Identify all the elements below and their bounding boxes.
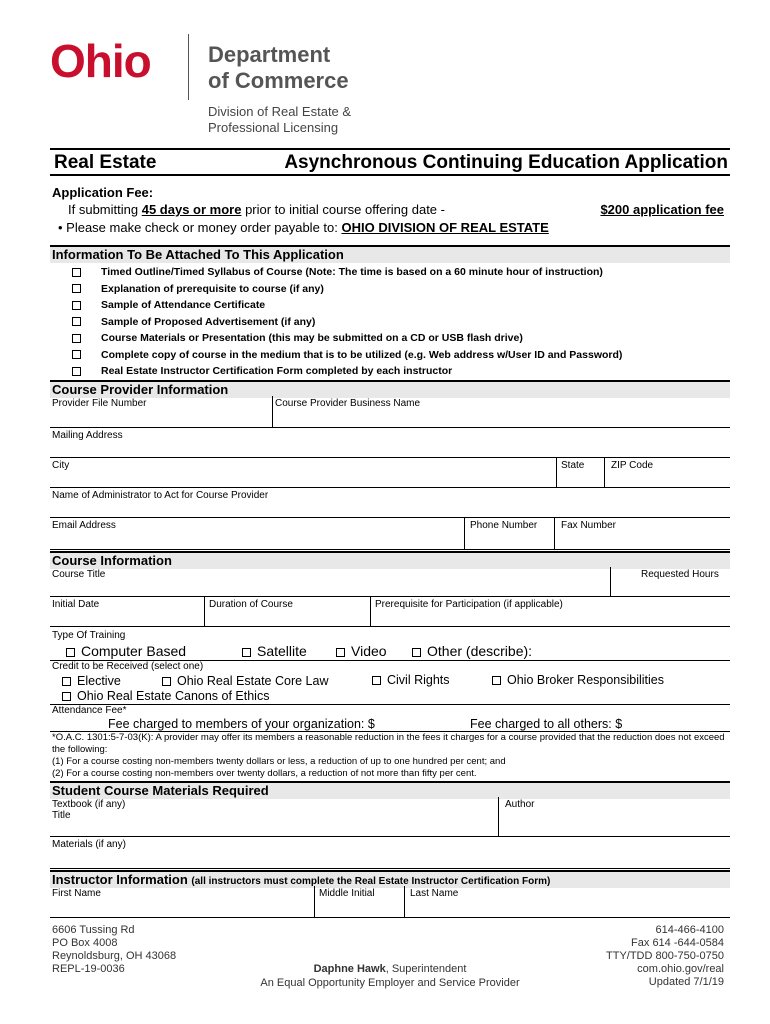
checkbox[interactable]	[72, 367, 81, 376]
division-name	[208, 104, 351, 136]
provider-row-3	[50, 458, 730, 488]
fee-payable-to: OHIO DIVISION OF REAL ESTATE	[341, 220, 549, 235]
checkbox[interactable]	[72, 350, 81, 359]
administrator-field[interactable]: Name of Administrator to Act for Course Provider	[52, 490, 269, 501]
training-video[interactable]: Video	[336, 643, 387, 659]
fee-members-field[interactable]: Fee charged to members of your organization: $	[108, 717, 375, 731]
attach-checklist	[72, 264, 732, 380]
city-field[interactable]: City	[52, 460, 70, 471]
checkbox[interactable]	[72, 268, 81, 277]
attach-heading: Information To Be Attached To This Application	[50, 245, 730, 263]
checkbox[interactable]	[62, 692, 71, 701]
checkbox[interactable]	[62, 677, 71, 686]
zip-field[interactable]: ZIP Code	[604, 458, 730, 487]
instructor-heading-note: (all instructors must complete the Real Estate Instructor Certification Form)	[191, 876, 551, 887]
fee-payable	[58, 220, 549, 235]
course-title-field[interactable]: Course Title	[52, 569, 106, 580]
middle-initial-field[interactable]: Middle Initial	[314, 886, 404, 917]
credit-canons-of-ethics[interactable]: Ohio Real Estate Canons of Ethics	[62, 689, 269, 703]
attach-item[interactable]: Sample of Attendance Certificate	[72, 297, 732, 314]
provider-row-5	[50, 518, 730, 550]
credit-broker-responsibilities[interactable]: Ohio Broker Responsibilities	[492, 673, 664, 687]
phone-field[interactable]: Phone Number	[464, 518, 554, 549]
website-link[interactable]: com.ohio.gov/real	[637, 963, 724, 975]
dept-line-1: Department	[208, 42, 331, 67]
fee-all-field[interactable]: Fee charged to all others: $	[470, 717, 623, 731]
materials-row-1	[50, 797, 730, 837]
attendance-label: Attendance Fee*	[52, 705, 127, 716]
prerequisite-field[interactable]: Prerequisite for Participation (if applicable)	[370, 597, 730, 626]
fee-label: Application Fee:	[52, 185, 154, 200]
divider	[50, 704, 730, 705]
last-name-field[interactable]: Last Name	[404, 886, 730, 917]
checkbox[interactable]	[492, 676, 501, 685]
checkbox[interactable]	[162, 677, 171, 686]
checkbox[interactable]	[372, 676, 381, 685]
attach-item[interactable]: Explanation of prerequisite to course (if any)	[72, 281, 732, 298]
fee-amount: $200 application fee	[600, 202, 724, 217]
first-name-field[interactable]: First Name	[52, 888, 101, 899]
fee-line-prefix: If submitting	[68, 202, 139, 217]
checkbox[interactable]	[412, 648, 421, 657]
title-left: Real Estate	[54, 152, 157, 173]
department-name	[208, 42, 349, 94]
checkbox[interactable]	[242, 648, 251, 657]
credit-label: Credit to be Received (select one)	[52, 661, 204, 672]
provider-file-number-field[interactable]: Provider File Number	[52, 398, 147, 409]
training-other[interactable]: Other (describe):	[412, 643, 532, 659]
attach-item[interactable]: Timed Outline/Timed Syllabus of Course (Note: The time is based on a 60 minute hour of instruction)	[72, 264, 732, 281]
fee-note-line-2: (1) For a course costing non-members twenty dollars or less, a reduction of up to one hundred per cent; and	[52, 756, 506, 767]
fee-line-suffix: prior to initial course offering date -	[245, 202, 445, 217]
textbook-title-field[interactable]: Textbook (if any) Title	[52, 799, 126, 821]
credit-civil-rights[interactable]: Civil Rights	[372, 673, 450, 687]
fee-note	[52, 732, 732, 780]
division-line-2: Professional Licensing	[208, 120, 339, 135]
course-heading: Course Information	[50, 551, 730, 569]
footer-center: Daphne Hawk, Superintendent An Equal Opportunity Employer and Service Provider	[260, 963, 520, 989]
state-field[interactable]: State	[556, 458, 604, 487]
training-label: Type Of Training	[52, 630, 126, 641]
title-right: Asynchronous Continuing Education Application	[284, 152, 728, 173]
attach-item[interactable]: Complete copy of course in the medium that is to be utilized (e.g. Web address w/User ID and Password)	[72, 347, 732, 364]
logo-divider	[188, 34, 189, 100]
training-satellite[interactable]: Satellite	[242, 643, 307, 659]
initial-date-field[interactable]: Initial Date	[52, 599, 100, 610]
course-row-1	[50, 567, 730, 597]
mailing-address-field[interactable]: Mailing Address	[52, 430, 123, 441]
fee-payable-prefix: • Please make check or money order payable to:	[58, 220, 338, 235]
checkbox[interactable]	[72, 317, 81, 326]
fax-field[interactable]: Fax Number	[554, 518, 730, 549]
email-field[interactable]: Email Address	[52, 520, 116, 531]
provider-row-1	[50, 396, 730, 428]
provider-heading: Course Provider Information	[50, 380, 730, 398]
credit-core-law[interactable]: Ohio Real Estate Core Law	[162, 674, 328, 688]
ohio-logo: Ohio	[50, 35, 151, 87]
dept-line-2: of Commerce	[208, 68, 349, 93]
requested-hours-field[interactable]: Requested Hours	[610, 567, 730, 596]
title-bar	[50, 148, 730, 176]
attach-item[interactable]: Real Estate Instructor Certification Form completed by each instructor	[72, 363, 732, 380]
credit-elective[interactable]: Elective	[62, 674, 121, 688]
instructor-heading-title: Instructor Information	[52, 872, 188, 887]
duration-field[interactable]: Duration of Course	[204, 597, 370, 626]
fee-line-days: 45 days or more	[141, 202, 242, 217]
author-field[interactable]: Author	[498, 797, 730, 836]
checkbox[interactable]	[336, 648, 345, 657]
provider-business-name-field[interactable]: Course Provider Business Name	[272, 396, 730, 427]
fee-note-line-3: (2) For a course costing non-members over twenty dollars, a reduction of not more than fifty per cent.	[52, 768, 477, 779]
materials-heading: Student Course Materials Required	[50, 781, 730, 799]
training-computer-based[interactable]: Computer Based	[66, 643, 186, 659]
checkbox[interactable]	[72, 284, 81, 293]
checkbox[interactable]	[72, 334, 81, 343]
fee-note-line-1: *O.A.C. 1301:5-7-03(K): A provider may offer its members a reasonable reduction in the fees it charges for a course provided that the reduction does not exceed the following:	[52, 732, 725, 755]
checkbox[interactable]	[72, 301, 81, 310]
fee-line	[68, 202, 445, 217]
instructor-row	[50, 886, 730, 918]
checkbox[interactable]	[66, 648, 75, 657]
attach-item[interactable]: Sample of Proposed Advertisement (if any)	[72, 314, 732, 331]
footer-address: 6606 Tussing Rd PO Box 4008 Reynoldsburg, OH 43068 REPL-19-0036	[52, 924, 177, 975]
provider-row-2	[50, 428, 730, 458]
materials-row-2	[50, 837, 730, 869]
footer-contact: 614-466-4100 Fax 614 -644-0584 TTY/TDD 800-750-0750 com.ohio.gov/real Updated 7/1/19	[606, 924, 724, 988]
materials-field[interactable]: Materials (if any)	[52, 839, 126, 850]
course-row-2	[50, 597, 730, 627]
division-line-1: Division of Real Estate &	[208, 104, 352, 119]
provider-row-4	[50, 488, 730, 518]
attach-item[interactable]: Course Materials or Presentation (this may be submitted on a CD or USB flash drive)	[72, 330, 732, 347]
